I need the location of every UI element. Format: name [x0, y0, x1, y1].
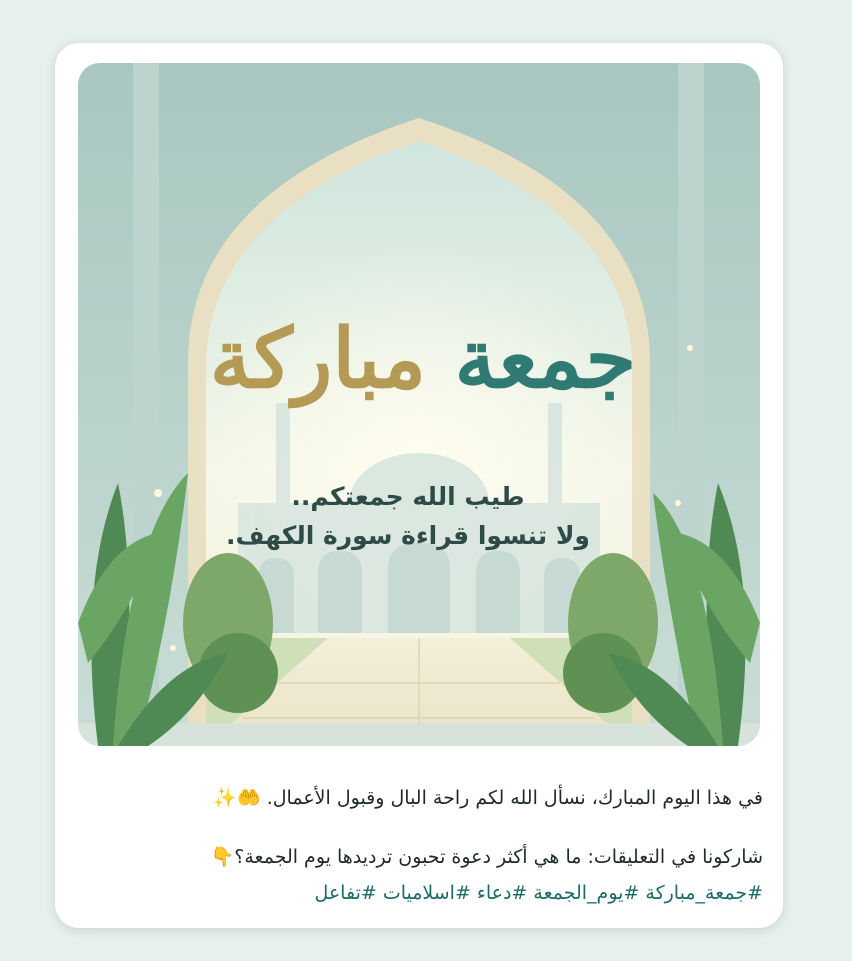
calligraphy-word-jumuah: جمعة: [454, 311, 637, 407]
caption-line-1: في هذا اليوم المبارك، نسأل الله لكم راحة البال وقبول الأعمال. 🤲✨: [213, 787, 763, 809]
post-card: [55, 43, 783, 928]
greeting-line-1: طيب الله جمعتكم..: [291, 482, 525, 511]
calligraphy-word-mubarakah: مباركة: [209, 311, 427, 407]
caption-line-2: شاركونا في التعليقات: ما هي أكثر دعوة تحبون ترديدها يوم الجمعة؟👇: [210, 846, 763, 868]
image-text-overlay: [78, 63, 760, 746]
calligraphy-title: [193, 311, 653, 407]
post-image[interactable]: [78, 63, 760, 746]
hashtags[interactable]: #جمعة_مباركة #يوم_الجمعة #دعاء #اسلاميات #تفاعل: [314, 882, 763, 904]
greeting-line-2: ولا تنسوا قراءة سورة الكهف.: [226, 521, 590, 550]
